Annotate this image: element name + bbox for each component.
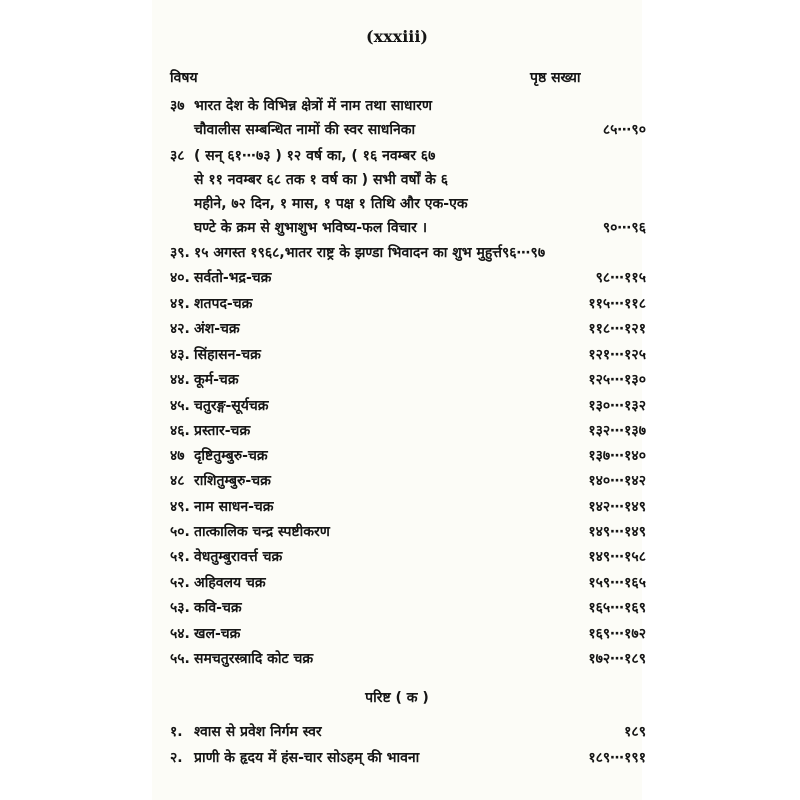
entry-pages: १८९⋯१९१ bbox=[588, 750, 646, 766]
entry-number: ४६. bbox=[170, 423, 190, 439]
entry-title-line: महीने, ७२ दिन, १ मास, १ पक्ष १ तिथि और एक-एक bbox=[194, 196, 468, 212]
entry-title-line: राशितुम्बुरु-चक्र bbox=[194, 473, 271, 489]
entry-number: ४९. bbox=[170, 499, 190, 515]
entry-number: ४४. bbox=[170, 372, 190, 388]
entry-title-line: भारत देश के विभिन्न क्षेत्रों में नाम तथा साधारण bbox=[194, 98, 432, 114]
entry-title-line: दृष्टितुम्बुरु-चक्र bbox=[194, 448, 268, 464]
entry-title-line: नाम साधन-चक्र bbox=[194, 499, 274, 515]
entry-title-line: अहिवलय चक्र bbox=[194, 575, 266, 591]
entry-pages: १३२⋯१३७ bbox=[588, 423, 646, 439]
entry-title-line: प्राणी के हृदय में हंस-चार सोऽहम् की भावना bbox=[194, 750, 420, 766]
entry-title-line: खल-चक्र bbox=[194, 626, 241, 642]
entry-title-line: से ११ नवम्बर ६८ तक १ वर्ष का ) सभी वर्षों के ६ bbox=[194, 172, 449, 188]
entry-title-line: ( सन् ६१⋯७३ ) १२ वर्ष का, ( १६ नवम्बर ६७ bbox=[194, 148, 436, 164]
entry-pages: १४२⋯१४९ bbox=[588, 499, 646, 515]
entry-title-line: प्रस्तार-चक्र bbox=[194, 423, 251, 439]
entry-title-line: अंश-चक्र bbox=[194, 321, 240, 337]
entry-number: १. bbox=[170, 724, 183, 740]
entry-pages: ९८⋯११५ bbox=[595, 270, 646, 286]
entry-title-line: चतुरङ्ग-सूर्यचक्र bbox=[194, 398, 269, 414]
entry-number: ४३. bbox=[170, 347, 190, 363]
entry-number: ४१. bbox=[170, 296, 190, 312]
page-count-column-header: पृष्ठ सख्या bbox=[530, 70, 581, 86]
entry-pages: १५९⋯१६५ bbox=[588, 575, 646, 591]
entry-title-line: सिंहासन-चक्र bbox=[194, 347, 261, 363]
entry-title-line: तात्कालिक चन्द्र स्पष्टीकरण bbox=[194, 524, 330, 540]
entry-pages: ११८⋯१२१ bbox=[588, 321, 646, 337]
entry-title-line: श्वास से प्रवेश निर्गम स्वर bbox=[194, 724, 322, 740]
entry-title-line: कवि-चक्र bbox=[194, 600, 242, 616]
entry-pages: १६५⋯१६९ bbox=[588, 600, 646, 616]
entry-pages: १४९⋯१४९ bbox=[588, 524, 646, 540]
entry-title-line: चौवालीस सम्बन्धित नामों की स्वर साधनिका bbox=[194, 122, 416, 138]
entry-pages: ११५⋯११८ bbox=[588, 296, 646, 312]
entry-number: ५१. bbox=[170, 549, 190, 565]
entry-number: ५२. bbox=[170, 575, 190, 591]
entry-pages: १३०⋯१३२ bbox=[588, 398, 646, 414]
entry-number: ४५. bbox=[170, 398, 190, 414]
entry-title-line: वेधतुम्बुरावर्त्त चक्र bbox=[194, 549, 283, 565]
entry-pages: १३७⋯१४० bbox=[588, 448, 646, 464]
entry-pages: १४०⋯१४२ bbox=[588, 473, 646, 489]
entry-pages: १४९⋯१५८ bbox=[588, 549, 646, 565]
entry-number: ५४. bbox=[170, 626, 190, 642]
entry-pages: १२५⋯१३० bbox=[588, 372, 646, 388]
entry-title-line: कूर्म-चक्र bbox=[194, 372, 239, 388]
subject-column-header: विषय bbox=[170, 70, 198, 86]
entry-number: ४८ bbox=[170, 473, 185, 489]
appendix-title: परिष्ट ( क ) bbox=[365, 690, 429, 706]
entry-number: ३८ bbox=[170, 148, 185, 164]
entry-number: ४०. bbox=[170, 270, 190, 286]
page-number: (xxxiii) bbox=[366, 27, 428, 46]
entry-title-line: १५ अगस्त १९६८,भातर राष्ट्र के झण्डा भिवादन का शुभ मुहुर्त्त९६⋯९७ bbox=[194, 245, 546, 261]
entry-title-line: समचतुरस्त्रादि कोट चक्र bbox=[194, 651, 314, 667]
entry-number: ५०. bbox=[170, 524, 190, 540]
entry-pages: १८९ bbox=[624, 724, 646, 740]
entry-pages: १२१⋯१२५ bbox=[588, 347, 646, 363]
entry-number: ५५. bbox=[170, 651, 190, 667]
book-page bbox=[152, 0, 646, 800]
entry-pages: ८५⋯९० bbox=[602, 122, 646, 138]
entry-number: २. bbox=[170, 750, 183, 766]
entry-number: ३९. bbox=[170, 245, 190, 261]
entry-number: ५३. bbox=[170, 600, 190, 616]
entry-title-line: शतपद-चक्र bbox=[194, 296, 253, 312]
entry-pages: १७२⋯१८९ bbox=[588, 651, 646, 667]
entry-number: ४२. bbox=[170, 321, 190, 337]
entry-title-line: सर्वतो-भद्र-चक्र bbox=[194, 270, 272, 286]
entry-title-line: घण्टे के क्रम से शुभाशुभ भविष्य-फल विचार । bbox=[194, 220, 428, 236]
entry-pages: १६९⋯१७२ bbox=[588, 626, 646, 642]
entry-number: ३७ bbox=[170, 98, 185, 114]
entry-number: ४७ bbox=[170, 448, 185, 464]
entry-pages: ९०⋯९६ bbox=[602, 220, 646, 236]
